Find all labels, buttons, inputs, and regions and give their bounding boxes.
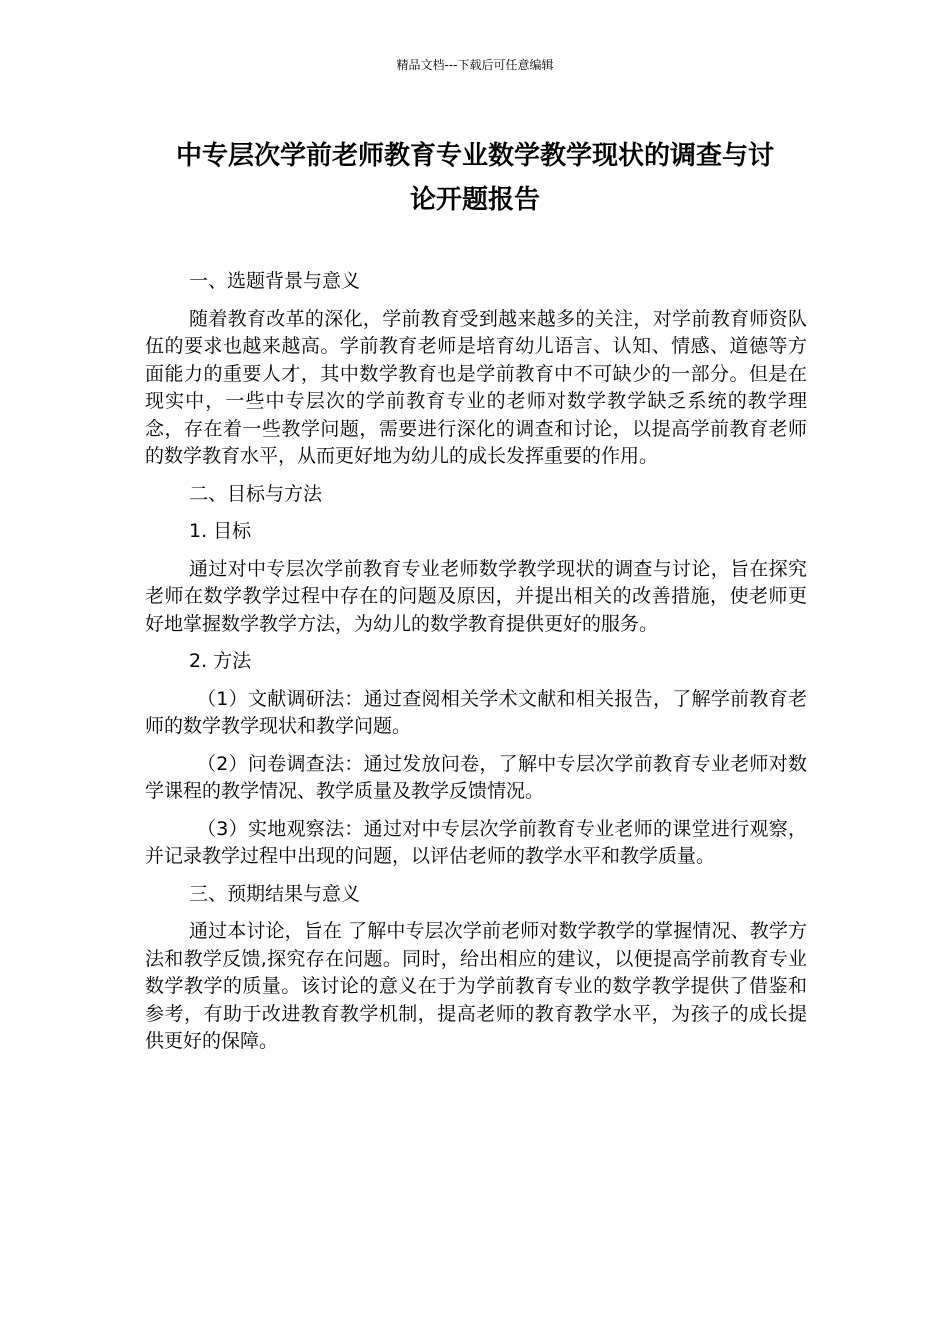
document-body bbox=[145, 268, 807, 1066]
method-item-questionnaire: （2）问卷调查法：通过发放问卷，了解中专层次学前教育专业老师对数学课程的教学情况、教学质量及教学反馈情况。 bbox=[145, 752, 807, 802]
paragraph-expected-results: 通过本讨论，旨在 了解中专层次学前老师对数学教学的掌握情况、教学方法和教学反馈,探究存在问题。同时，给出相应的建议，以便提高学前教育专业数学教学的质量。该讨论的意义在于为学前教育专业的数学教学提供了借鉴和参考，有助于改进教育教学机制，提高老师的教育教学水平，为孩子的成长提供更好的保障。 bbox=[145, 920, 807, 1052]
method-item-observation: （3）实地观察法：通过对中专层次学前教育专业老师的课堂进行观察，并记录教学过程中出现的问题，以评估老师的教学水平和教学质量。 bbox=[145, 817, 807, 867]
document-title-line-2: 论开题报告 bbox=[409, 185, 540, 215]
document-title bbox=[136, 134, 814, 222]
paragraph-background: 随着教育改革的深化，学前教育受到越来越多的关注，对学前教育师资队伍的要求也越来越高。学前教育老师是培育幼儿语言、认知、情感、道德等方面能力的重要人才，其中数学教育也是学前教育中不可缺少的一部分。但是在现实中，一些中专层次的学前教育专业的老师对数学教学缺乏系统的教学理念，存在着一些教学问题，需要进行深化的调查和讨论，以提高学前教育老师的数学教育水平，从而更好地为幼儿的成长发挥重要的作用。 bbox=[145, 307, 807, 467]
paragraph-goals: 通过对中专层次学前教育专业老师数学教学现状的调查与讨论，旨在探究老师在数学教学过程中存在的问题及原因，并提出相关的改善措施，使老师更好地掌握数学教学方法，为幼儿的数学教育提供更好的服务。 bbox=[145, 557, 807, 635]
subheading-goals: 1. 目标 bbox=[189, 520, 252, 542]
subheading-methods: 2. 方法 bbox=[189, 650, 252, 672]
method-item-literature: （1）文献调研法：通过查阅相关学术文献和相关报告，了解学前教育老师的数学教学现状和教学问题。 bbox=[145, 687, 807, 737]
page-header-note: 精品文档---下载后可任意编辑 bbox=[396, 58, 554, 72]
document-title-line-1: 中专层次学前老师教育专业数学教学现状的调查与讨 bbox=[175, 141, 774, 171]
section-heading-background: 一、选题背景与意义 bbox=[189, 270, 361, 292]
section-heading-expected-results: 三、预期结果与意义 bbox=[189, 882, 361, 905]
section-heading-goals-methods: 二、目标与方法 bbox=[189, 482, 323, 505]
